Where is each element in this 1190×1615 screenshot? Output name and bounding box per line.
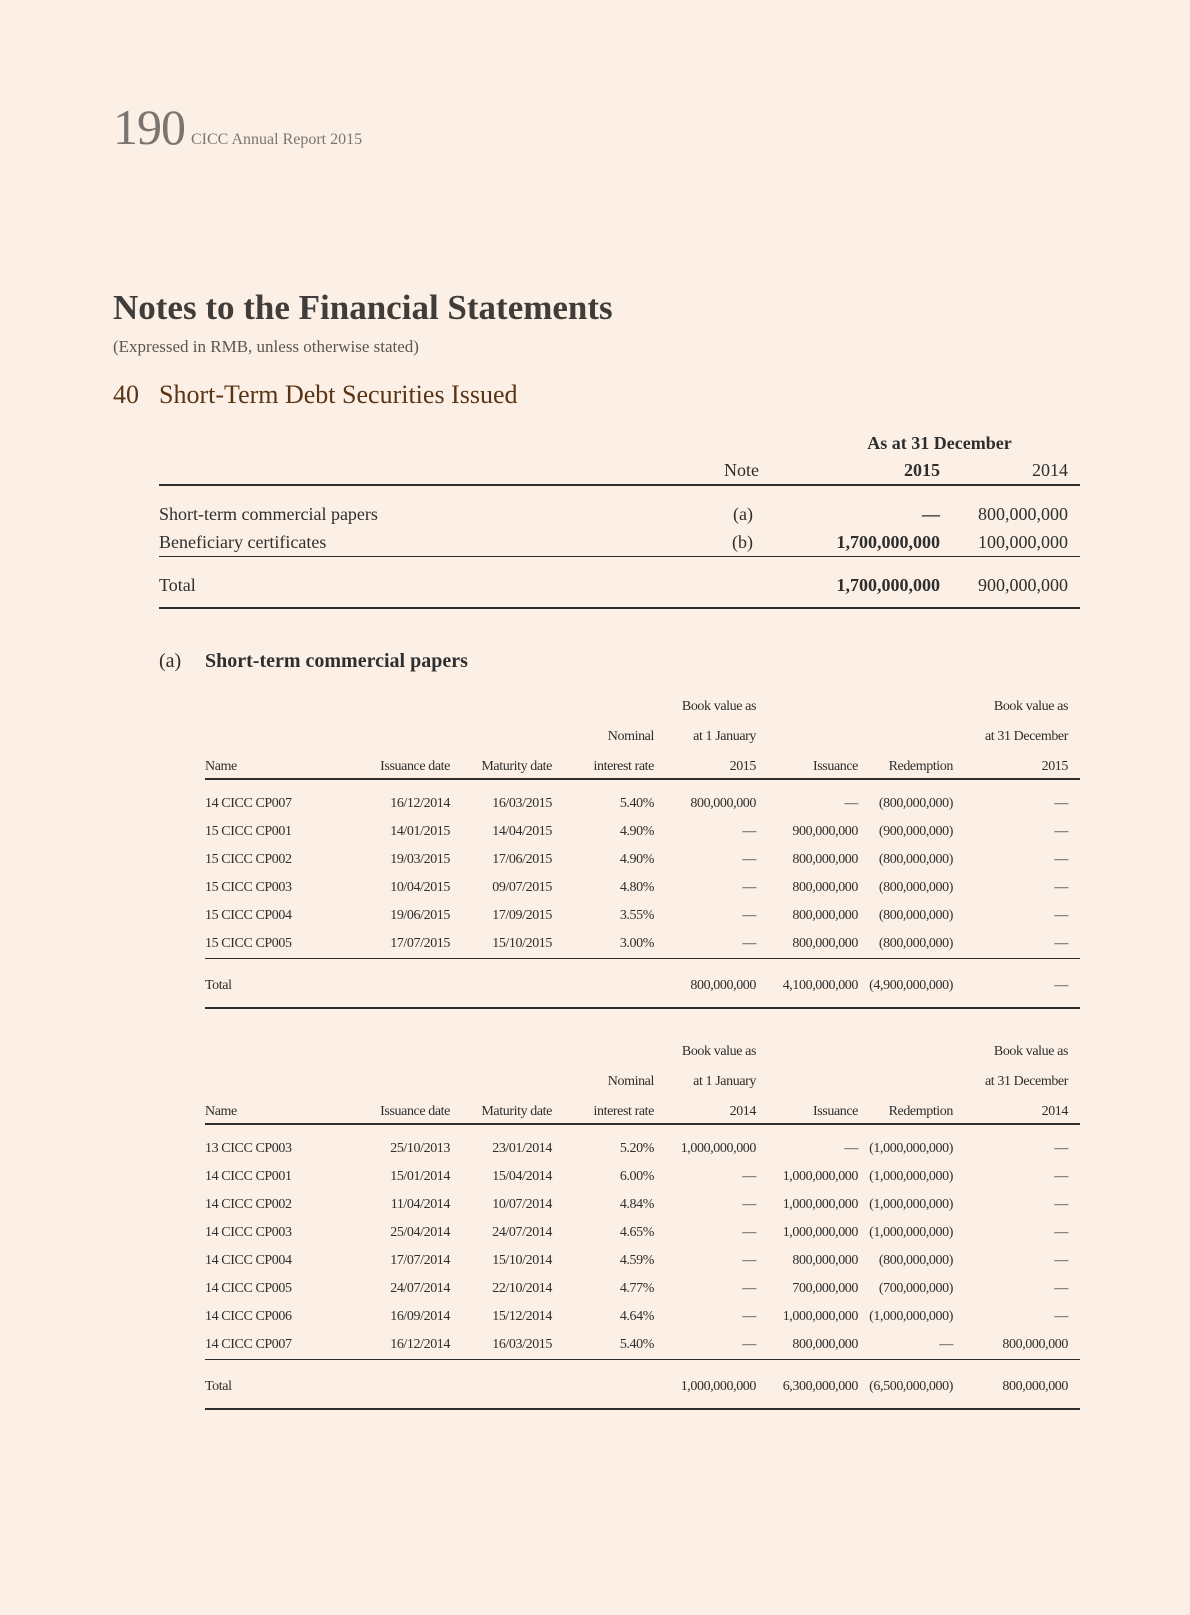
interest-rate-cell: 4.59% (619, 1253, 654, 1268)
notes-subtitle: (Expressed in RMB, unless otherwise stated) (113, 337, 419, 356)
total-opening: 800,000,000 (654, 959, 756, 1009)
opening-book-value-header-line2: at 1 January (693, 729, 756, 744)
redemption-cell: (1,000,000,000) (869, 1225, 953, 1240)
closing-book-value-cell: — (965, 930, 1080, 959)
table-row (205, 779, 1080, 818)
issuance-cell: — (844, 1141, 858, 1156)
closing-book-value-header-line1: Book value as (993, 1044, 1068, 1059)
table-row (205, 1124, 1080, 1163)
row-note: (a) (733, 503, 753, 524)
summary-header-row (159, 456, 1080, 485)
issuance-date-cell: 19/03/2015 (390, 852, 450, 867)
closing-book-value-header-line2: at 31 December (984, 729, 1068, 744)
total-label: Total (159, 557, 699, 609)
row-label: Beneficiary certificates (159, 528, 699, 557)
redemption-cell: (1,000,000,000) (869, 1309, 953, 1324)
issuance-cell: 1,000,000,000 (782, 1309, 858, 1324)
redemption-cell: (1,000,000,000) (869, 1141, 953, 1156)
table-row (205, 1303, 1080, 1331)
name-cell: 14 CICC CP002 (205, 1197, 292, 1212)
issuance-cell: 1,000,000,000 (782, 1169, 858, 1184)
redemption-cell: (1,000,000,000) (869, 1169, 953, 1184)
redemption-cell: (800,000,000) (878, 1253, 953, 1268)
maturity-date-header: Maturity date (450, 1093, 552, 1124)
redemption-header: Redemption (858, 1093, 965, 1124)
row-value-2015: — (922, 503, 940, 524)
table-row (205, 930, 1080, 959)
interest-rate-cell: 5.40% (619, 796, 654, 811)
issuance-date-cell: 17/07/2015 (330, 930, 450, 959)
notes-title: Notes to the Financial Statements (113, 288, 613, 327)
issuance-date-cell: 16/12/2014 (390, 796, 450, 811)
issuance-date-cell: 16/12/2014 (330, 1331, 450, 1360)
name-cell: 14 CICC CP006 (205, 1309, 292, 1324)
summary-group-header-row (159, 430, 1080, 456)
total-row (205, 1360, 1080, 1410)
closing-book-value-cell: — (1054, 1169, 1068, 1184)
total-value-2015: 1,700,000,000 (759, 557, 940, 609)
table-row (205, 1219, 1080, 1247)
opening-book-value-cell: 1,000,000,000 (680, 1141, 756, 1156)
table-row (205, 818, 1080, 846)
row-value-2014: 100,000,000 (940, 528, 1080, 557)
table-row (205, 1191, 1080, 1219)
redemption-cell: (900,000,000) (878, 824, 953, 839)
maturity-date-cell: 14/04/2015 (492, 824, 552, 839)
opening-book-value-cell: — (742, 1169, 756, 1184)
name-cell: 13 CICC CP003 (205, 1141, 292, 1156)
table-row (205, 874, 1080, 902)
section-title (113, 380, 518, 410)
page-header (113, 98, 362, 156)
name-cell: 15 CICC CP002 (205, 852, 292, 867)
name-header: Name (205, 1093, 330, 1124)
as-at-header: As at 31 December (867, 432, 1012, 453)
total-redemption: (4,900,000,000) (858, 959, 965, 1009)
maturity-date-cell: 15/04/2014 (492, 1169, 552, 1184)
row-value-2015: 1,700,000,000 (759, 528, 940, 557)
closing-book-value-cell: — (1054, 1309, 1068, 1324)
issuance-cell: 800,000,000 (756, 1331, 858, 1360)
opening-book-value-header-line1: Book value as (681, 699, 756, 714)
redemption-cell: (700,000,000) (878, 1281, 953, 1296)
header-row-2 (205, 718, 1080, 748)
total-label: Total (205, 1360, 330, 1410)
closing-book-value-cell: — (1054, 1253, 1068, 1268)
issuance-date-cell: 16/09/2014 (390, 1309, 450, 1324)
closing-book-value-cell: — (1054, 852, 1068, 867)
issuance-cell: 800,000,000 (792, 908, 858, 923)
redemption-cell: (800,000,000) (878, 880, 953, 895)
issuance-date-cell: 11/04/2014 (390, 1197, 450, 1212)
interest-rate-cell: 5.40% (552, 1331, 654, 1360)
issuance-cell: 1,000,000,000 (782, 1225, 858, 1240)
issuance-cell: 800,000,000 (792, 1253, 858, 1268)
interest-rate-header-line1: Nominal (607, 1074, 654, 1089)
name-cell: 15 CICC CP003 (205, 880, 292, 895)
total-closing: — (965, 959, 1080, 1009)
table-row (205, 902, 1080, 930)
maturity-date-cell: 24/07/2014 (492, 1225, 552, 1240)
maturity-date-cell: 10/07/2014 (492, 1197, 552, 1212)
name-cell: 15 CICC CP004 (205, 908, 292, 923)
opening-book-value-cell: — (742, 1225, 756, 1240)
interest-rate-cell: 4.80% (619, 880, 654, 895)
opening-book-value-header-line1: Book value as (681, 1044, 756, 1059)
opening-book-value-cell: — (742, 1309, 756, 1324)
name-cell: 14 CICC CP003 (205, 1225, 292, 1240)
issuance-date-header: Issuance date (330, 1093, 450, 1124)
name-cell: 14 CICC CP007 (205, 1331, 330, 1360)
maturity-date-cell: 17/09/2015 (492, 908, 552, 923)
issuance-cell: 900,000,000 (792, 824, 858, 839)
interest-rate-cell: 4.77% (619, 1281, 654, 1296)
maturity-date-cell: 09/07/2015 (492, 880, 552, 895)
maturity-date-cell: 17/06/2015 (492, 852, 552, 867)
interest-rate-cell: 4.84% (619, 1197, 654, 1212)
name-cell: 14 CICC CP001 (205, 1169, 292, 1184)
opening-book-value-cell: — (654, 930, 756, 959)
name-cell: 14 CICC CP007 (205, 796, 292, 811)
commercial-papers-2015-table (205, 688, 1080, 1009)
total-closing: 800,000,000 (965, 1360, 1080, 1410)
maturity-date-cell: 23/01/2014 (492, 1141, 552, 1156)
header-row-1 (205, 688, 1080, 718)
total-row (205, 959, 1080, 1009)
table-row (205, 1163, 1080, 1191)
interest-rate-header-line2: interest rate (552, 1093, 654, 1124)
name-cell: 15 CICC CP001 (205, 824, 292, 839)
closing-book-value-cell: — (1054, 1141, 1068, 1156)
opening-book-value-cell: 800,000,000 (690, 796, 756, 811)
summary-total-row (159, 557, 1080, 609)
closing-book-value-header-line3: 2015 (965, 748, 1080, 779)
issuance-cell: 800,000,000 (792, 852, 858, 867)
issuance-date-cell: 17/07/2014 (390, 1253, 450, 1268)
opening-book-value-cell: — (742, 1281, 756, 1296)
opening-book-value-cell: — (742, 880, 756, 895)
table-row (205, 1275, 1080, 1303)
closing-book-value-cell: — (1054, 880, 1068, 895)
interest-rate-header-line1: Nominal (607, 729, 654, 744)
row-note: (b) (699, 528, 759, 557)
redemption-cell: (1,000,000,000) (869, 1197, 953, 1212)
issuance-cell: 700,000,000 (792, 1281, 858, 1296)
note-column-header: Note (699, 456, 759, 485)
issuance-date-cell: 15/01/2014 (390, 1169, 450, 1184)
year-2015-header: 2015 (759, 456, 940, 485)
redemption-header: Redemption (858, 748, 965, 779)
opening-book-value-cell: — (742, 908, 756, 923)
year-2014-header: 2014 (940, 456, 1080, 485)
issuance-cell: 800,000,000 (756, 930, 858, 959)
redemption-cell: (800,000,000) (878, 908, 953, 923)
maturity-date-cell: 15/10/2015 (450, 930, 552, 959)
header-row-1 (205, 1033, 1080, 1063)
maturity-date-cell: 16/03/2015 (492, 796, 552, 811)
total-label: Total (205, 959, 330, 1009)
closing-book-value-header-line1: Book value as (993, 699, 1068, 714)
closing-book-value-header-line3: 2014 (965, 1093, 1080, 1124)
redemption-cell: (800,000,000) (878, 852, 953, 867)
name-header: Name (205, 748, 330, 779)
maturity-date-cell: 15/12/2014 (492, 1309, 552, 1324)
subsection-a-title (159, 650, 468, 673)
total-value-2014: 900,000,000 (940, 557, 1080, 609)
issuance-date-cell: 10/04/2015 (390, 880, 450, 895)
interest-rate-cell: 5.20% (619, 1141, 654, 1156)
summary-row (159, 528, 1080, 557)
name-cell: 14 CICC CP005 (205, 1281, 292, 1296)
row-value-2014: 800,000,000 (978, 503, 1068, 524)
interest-rate-cell: 4.90% (619, 852, 654, 867)
issuance-cell: — (844, 796, 858, 811)
opening-book-value-header-line2: at 1 January (693, 1074, 756, 1089)
total-opening: 1,000,000,000 (654, 1360, 756, 1410)
total-issuance: 6,300,000,000 (756, 1360, 858, 1410)
subsection-label: (a) (159, 650, 182, 672)
total-issuance: 4,100,000,000 (756, 959, 858, 1009)
closing-book-value-cell: — (1054, 824, 1068, 839)
closing-book-value-cell: — (1054, 1225, 1068, 1240)
header-row-3 (205, 748, 1080, 779)
section-title-text: Short-Term Debt Securities Issued (159, 380, 518, 409)
maturity-date-cell: 15/10/2014 (492, 1253, 552, 1268)
header-row-2 (205, 1063, 1080, 1093)
issuance-date-cell: 25/10/2013 (390, 1141, 450, 1156)
issuance-date-cell: 25/04/2014 (390, 1225, 450, 1240)
opening-book-value-cell: — (742, 1197, 756, 1212)
summary-table (159, 430, 1080, 609)
closing-book-value-header-line2: at 31 December (984, 1074, 1068, 1089)
opening-book-value-cell: — (742, 852, 756, 867)
maturity-date-cell: 22/10/2014 (492, 1281, 552, 1296)
maturity-date-header: Maturity date (450, 748, 552, 779)
closing-book-value-cell: — (1054, 1281, 1068, 1296)
name-cell: 15 CICC CP005 (205, 930, 330, 959)
interest-rate-cell: 4.90% (619, 824, 654, 839)
opening-book-value-cell: — (742, 824, 756, 839)
interest-rate-cell: 6.00% (619, 1169, 654, 1184)
closing-book-value-cell: — (1054, 1197, 1068, 1212)
summary-row (159, 485, 1080, 528)
opening-book-value-header-line3: 2015 (654, 748, 756, 779)
issuance-date-header: Issuance date (330, 748, 450, 779)
issuance-header: Issuance (756, 748, 858, 779)
section-number: 40 (113, 380, 139, 409)
redemption-cell: (800,000,000) (878, 796, 953, 811)
interest-rate-cell: 3.00% (552, 930, 654, 959)
opening-book-value-header-line3: 2014 (654, 1093, 756, 1124)
issuance-date-cell: 14/01/2015 (390, 824, 450, 839)
name-cell: 14 CICC CP004 (205, 1253, 292, 1268)
table-row (205, 1247, 1080, 1275)
opening-book-value-cell: — (654, 1331, 756, 1360)
table-row (205, 1331, 1080, 1360)
redemption-cell: — (858, 1331, 965, 1360)
issuance-header: Issuance (756, 1093, 858, 1124)
interest-rate-cell: 4.64% (619, 1309, 654, 1324)
table-row (205, 846, 1080, 874)
page-number: 190 (113, 99, 185, 155)
closing-book-value-cell: 800,000,000 (965, 1331, 1080, 1360)
commercial-papers-2014-table (205, 1033, 1080, 1410)
report-title: CICC Annual Report 2015 (191, 131, 363, 148)
subsection-title-text: Short-term commercial papers (205, 650, 468, 672)
issuance-date-cell: 24/07/2014 (390, 1281, 450, 1296)
header-row-3 (205, 1093, 1080, 1124)
interest-rate-header-line2: interest rate (552, 748, 654, 779)
issuance-date-cell: 19/06/2015 (390, 908, 450, 923)
total-redemption: (6,500,000,000) (858, 1360, 965, 1410)
closing-book-value-cell: — (1054, 908, 1068, 923)
row-label: Short-term commercial papers (159, 503, 378, 524)
opening-book-value-cell: — (742, 1253, 756, 1268)
interest-rate-cell: 4.65% (619, 1225, 654, 1240)
interest-rate-cell: 3.55% (619, 908, 654, 923)
closing-book-value-cell: — (1054, 796, 1068, 811)
issuance-cell: 800,000,000 (792, 880, 858, 895)
redemption-cell: (800,000,000) (858, 930, 965, 959)
issuance-cell: 1,000,000,000 (782, 1197, 858, 1212)
maturity-date-cell: 16/03/2015 (450, 1331, 552, 1360)
